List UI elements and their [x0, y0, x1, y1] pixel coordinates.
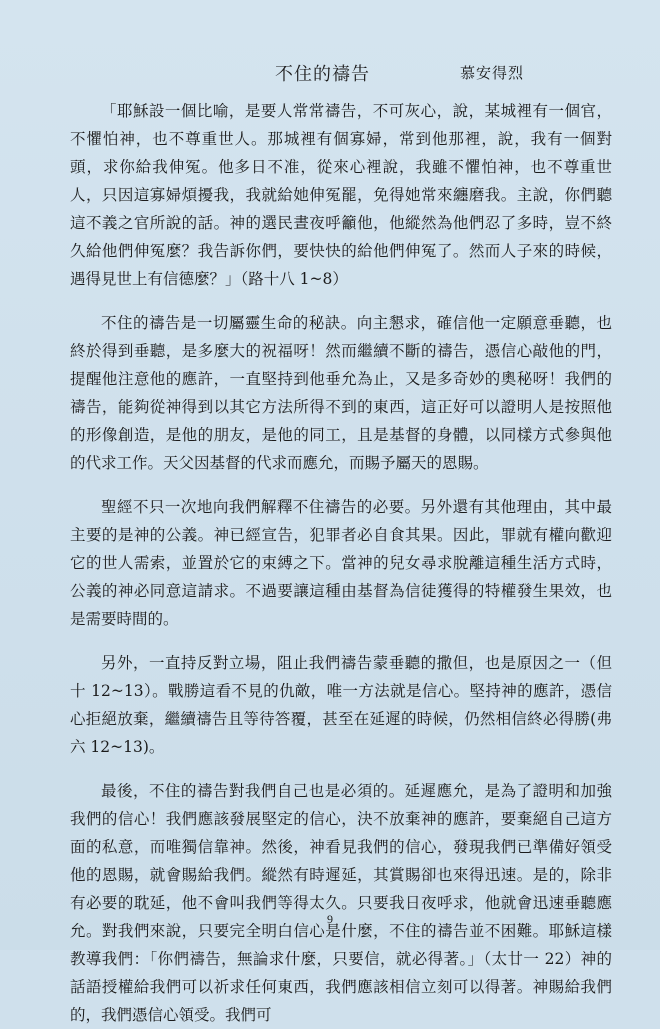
title-row: [0, 60, 660, 88]
paragraph-faith-strengthened: 最後，不住的禱告對我們自己也是必須的。延遲應允，是為了證明和加強我們的信心！我們應該發展堅定的信心，決不放棄神的應許，要棄絕自己這方面的私意，而唯獨信靠神。然後，神看見我們的信心，發現我們已準備好領受他的恩賜，就會賜給我們。縱然有時遲延，其賞賜卻也來得迅速。是的，除非有必要的耽延，他不會叫我們等得太久。只要我日夜呼求，他就會迅速垂聽應允。對我們來說，只要完全明白信心是什麼，不住的禱告並不困難。耶穌這樣教導我們：「你們禱告，無論求什麼，只要信，就必得著。」（太廿一 22）神的話語授權給我們可以祈求任何東西，我們應該相信立刻可以得著。神賜給我們的，我們憑信心領受。我們可: [70, 782, 612, 1024]
paragraph-justice-of-god: 聖經不只一次地向我們解釋不住禱告的必要。另外還有其他理由，其中最主要的是神的公義。神已經宣告，犯罪者必自食其果。因此，罪就有權向歡迎它的世人需索，並置於它的束縛之下。當神的兒女尋求脫離這種生活方式時，公義的神必同意這請求。不過要讓這種由基督為信徒獲得的特權發生果效，也是需要時間的。: [70, 498, 612, 628]
page-number: 9: [327, 912, 333, 926]
page-title: 不住的禱告: [275, 64, 370, 85]
author-name: 慕安得烈: [460, 64, 525, 82]
paragraph-scripture-quote: 「耶穌設一個比喻，是要人常常禱告，不可灰心，說，某城裡有一個官，不懼怕神，也不尊重世人。那城裡有個寡婦，常到他那裡，說，我有一個對頭，求你給我伸冤。他多日不准，從來心裡說，我雖不懼怕神，也不尊重世人，只因這寡婦煩擾我，我就給她伸冤罷，免得她常來纏磨我。主說，你們聽這不義之官所說的話。神的選民晝夜呼籲他，他縱然為他們忍了多時，豈不終久給他們伸冤麼？我告訴你們，要快快的給他們伸冤了。然而人子來的時候，遇得見世上有信德麼？」（路十八 1~8）: [70, 102, 612, 288]
article-body: [70, 97, 612, 1029]
paragraph-secret-of-prayer: 不住的禱告是一切屬靈生命的秘訣。向主懇求，確信他一定願意垂聽，也終於得到垂聽，是多麼大的祝福呀！然而繼續不斷的禱告，憑信心敲他的門，提醒他注意他的應許，一直堅持到他垂允為止，又是多奇妙的奧秘呀！我們的禱告，能夠從神得到以其它方法所得不到的東西，這正好可以證明人是按照他的形像創造，是他的朋友，是他的同工，且是基督的身體，以同樣方式參與他的代求工作。天父因基督的代求而應允，而賜予屬天的恩賜。: [70, 314, 612, 472]
paragraph-satan-opposition: 另外，一直持反對立場，阻止我們禱告蒙垂聽的撒但，也是原因之一（但十 12~13）。戰勝這看不見的仇敵，唯一方法就是信心。堅持神的應許，憑信心拒絕放棄，繼續禱告且等待答覆，甚至在延遲的時候，仍然相信終必得勝(弗六 12~13)。: [70, 654, 612, 756]
